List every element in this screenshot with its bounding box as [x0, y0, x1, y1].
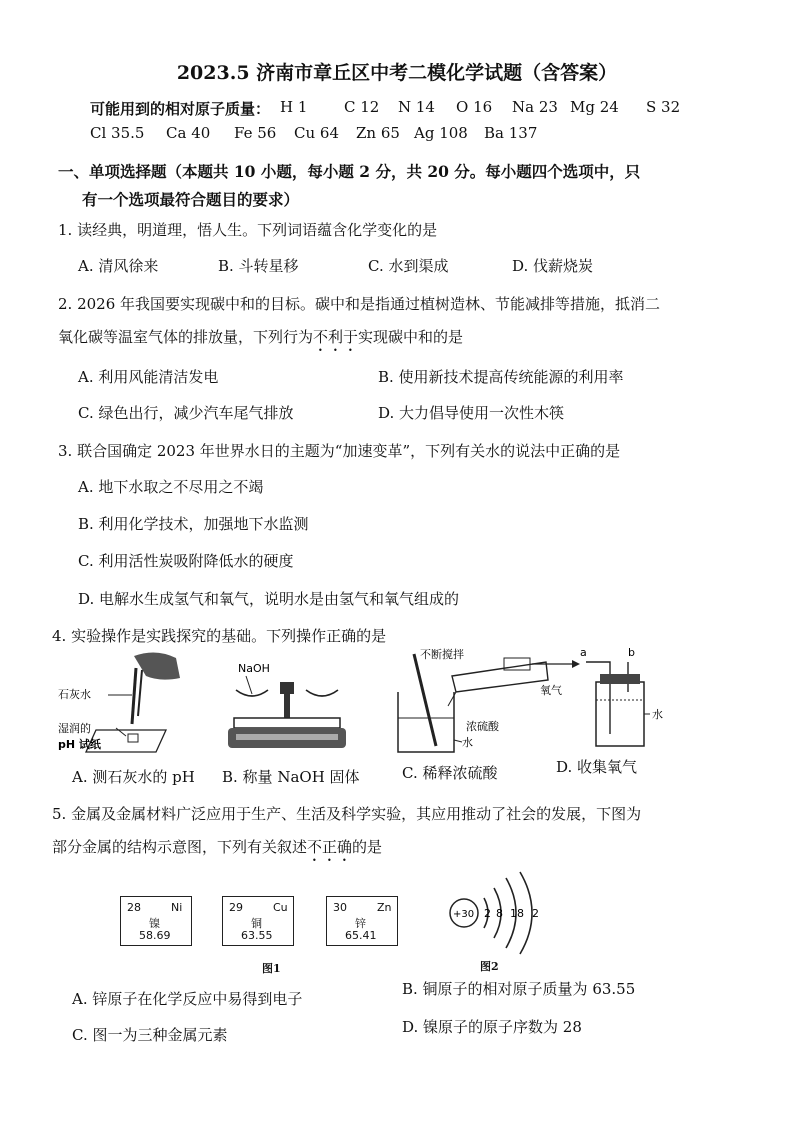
q3-option-b: B. 利用化学技术，加强地下水监测: [78, 515, 309, 533]
svg-text:石灰水: 石灰水: [58, 688, 91, 701]
mass-c: C 12: [344, 98, 380, 116]
q2-option-b: B. 使用新技术提高传统能源的利用率: [378, 368, 624, 386]
q1-option-c: C. 水到渠成: [368, 257, 449, 275]
q3-option-a: A. 地下水取之不尽用之不竭: [78, 478, 264, 496]
svg-text:水: 水: [652, 708, 663, 721]
svg-text:NaOH: NaOH: [238, 662, 270, 675]
q1-option-a: A. 清风徐来: [78, 257, 159, 275]
q1-option-d: D. 伐薪烧炭: [512, 257, 594, 275]
svg-text:湿润的: 湿润的: [58, 722, 91, 735]
svg-text:pH 试纸: pH 试纸: [58, 738, 101, 751]
q4-figure-b: [222, 660, 352, 760]
svg-text:不断搅拌: 不断搅拌: [420, 648, 464, 661]
mass-mg: Mg 24: [570, 98, 619, 116]
mass-ag: Ag 108: [414, 124, 468, 142]
q5-option-a: A. 锌原子在化学反应中易得到电子: [72, 990, 303, 1008]
mass-zn: Zn 65: [356, 124, 400, 142]
atomic-mass-label: 可能用到的相对原子质量：: [90, 100, 271, 118]
section-heading: 一、单项选择题（本题共 10 小题，每小题 2 分，共 20 分。每小题四个选项中，只: [58, 162, 641, 181]
svg-text:2: 2: [484, 907, 491, 920]
mass-ba: Ba 137: [484, 124, 538, 142]
q3-option-c: C. 利用活性炭吸附降低水的硬度: [78, 552, 294, 570]
mass-s: S 32: [646, 98, 681, 116]
q5-emphasis: 不正确: [307, 838, 353, 856]
q1-option-b: B. 斗转星移: [218, 257, 299, 275]
atom-structure-diagram: [444, 870, 564, 956]
q3-stem: 3. 联合国确定 2023 年世界水日的主题为“加速变革”，下列有关水的说法中正确的是: [58, 442, 621, 460]
mass-n: N 14: [398, 98, 435, 116]
q4-option-b: B. 称量 NaOH 固体: [222, 768, 360, 786]
element-card-cu: 29 Cu 铜 63.55: [222, 896, 294, 946]
q2-stem-cont: 氧化碳等温室气体的排放量，下列行为不利于实现碳中和的是: [58, 328, 464, 346]
q2-stem: 2. 2026 年我国要实现碳中和的目标。碳中和是指通过植树造林、节能减排等措施，抵消二: [58, 295, 661, 313]
mass-cl: Cl 35.5: [90, 124, 145, 142]
q4-figure-a: [56, 648, 186, 754]
q2-option-a: A. 利用风能清洁发电: [78, 368, 219, 386]
q2-option-d: D. 大力倡导使用一次性木筷: [378, 404, 565, 422]
q5-stem-cont: 部分金属的结构示意图，下列有关叙述不正确的是: [52, 838, 383, 856]
figure-2-caption: 图2: [480, 960, 499, 973]
svg-text:氧气: 氧气: [540, 684, 562, 697]
q2-option-c: C. 绿色出行，减少汽车尾气排放: [78, 404, 294, 422]
q4-stem: 4. 实验操作是实践探究的基础。下列操作正确的是: [52, 627, 387, 645]
q1-stem: 1. 读经典，明道理，悟人生。下列词语蕴含化学变化的是: [58, 221, 438, 239]
mass-o: O 16: [456, 98, 493, 116]
q5-stem: 5. 金属及金属材料广泛应用于生产、生活及科学实验，其应用推动了社会的发展，下图为: [52, 805, 642, 823]
mass-na: Na 23: [512, 98, 558, 116]
q5-option-b: B. 铜原子的相对原子质量为 63.55: [402, 980, 636, 998]
mass-h: H 1: [280, 98, 308, 116]
mass-ca: Ca 40: [166, 124, 211, 142]
q3-option-d: D. 电解水生成氢气和氧气，说明水是由氢气和氧气组成的: [78, 590, 460, 608]
svg-text:a: a: [580, 646, 587, 659]
q5-option-d: D. 镍原子的原子序数为 28: [402, 1018, 582, 1036]
q2-emphasis: 不利于: [313, 328, 359, 346]
q4-option-c: C. 稀释浓硫酸: [402, 764, 498, 782]
element-card-zn: 30 Zn 锌 65.41: [326, 896, 398, 946]
element-card-ni: 28 Ni 镍 58.69: [120, 896, 192, 946]
figure-1-caption: 图1: [262, 962, 281, 975]
svg-text:水: 水: [462, 736, 473, 749]
q5-option-c: C. 图一为三种金属元素: [72, 1026, 228, 1044]
q4-option-a: A. 测石灰水的 pH: [72, 768, 195, 786]
mass-fe: Fe 56: [234, 124, 277, 142]
svg-text:18: 18: [510, 907, 524, 920]
q4-figure-d: [528, 644, 668, 752]
page-title: 2023.5 济南市章丘区中考二模化学试题（含答案）: [176, 62, 618, 84]
svg-text:+30: +30: [453, 909, 475, 920]
svg-text:浓硫酸: 浓硫酸: [466, 720, 499, 733]
svg-text:8: 8: [496, 907, 503, 920]
section-heading-cont: 有一个选项最符合题目的要求）: [82, 190, 300, 209]
svg-text:2: 2: [532, 907, 539, 920]
q4-option-d: D. 收集氧气: [556, 758, 638, 776]
mass-cu: Cu 64: [294, 124, 339, 142]
svg-text:b: b: [628, 646, 635, 659]
